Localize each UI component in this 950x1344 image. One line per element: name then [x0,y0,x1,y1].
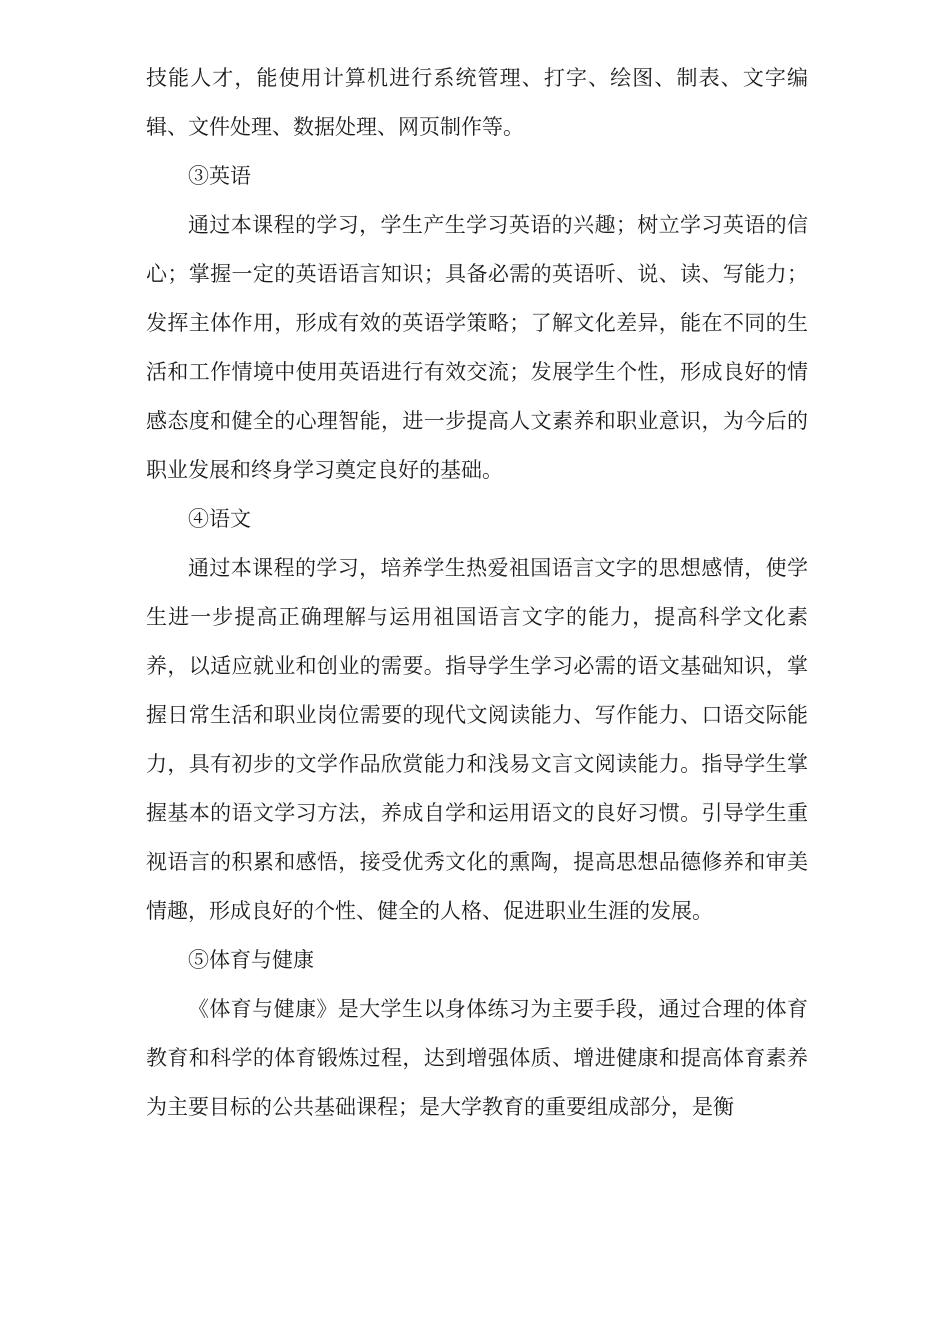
paragraph-chinese: 通过本课程的学习，培养学生热爱祖国语言文字的思想感情，使学生进一步提高正确理解与运用祖国语言文字的能力，提高科学文化素养，以适应就业和创业的需要。指导学生学习必需的语文基础知识，掌握日常生活和职业岗位需要的现代文阅读能力、写作能力、口语交际能力，具有初步的文学作品欣赏能力和浅易文言文阅读能力。指导学生掌握基本的语文学习方法，养成自学和运用语文的良好习惯。引导学生重视语言的积累和感悟，接受优秀文化的熏陶，提高思想品德修养和审美情趣，形成良好的个性、健全的人格、促进职业生涯的发展。 [146,556,808,923]
heading-chinese: ④语文 [188,507,251,531]
paragraph-pe: 《体育与健康》是大学生以身体练习为主要手段，通过合理的体育教育和科学的体育锻炼过程，达到增强体质、增进健康和提高体育素养为主要目标的公共基础课程；是大学教育的重要组成部分，是衡 [146,997,808,1119]
paragraph-english: 通过本课程的学习，学生产生学习英语的兴趣；树立学习英语的信心；掌握一定的英语语言知识；具备必需的英语听、说、读、写能力；发挥主体作用，形成有效的英语学策略；了解文化差异，能在不同的生活和工作情境中使用英语进行有效交流；发展学生个性，形成良好的情感态度和健全的心理智能，进一步提高人文素养和职业意识，为今后的职业发展和终身学习奠定良好的基础。 [146,213,808,482]
paragraph-computer-continuation: 技能人才，能使用计算机进行系统管理、打字、绘图、制表、文字编辑、文件处理、数据处理、网页制作等。 [146,66,808,139]
heading-english: ③英语 [188,164,251,188]
document-body [146,54,808,1132]
heading-pe: ⑤体育与健康 [188,948,314,972]
